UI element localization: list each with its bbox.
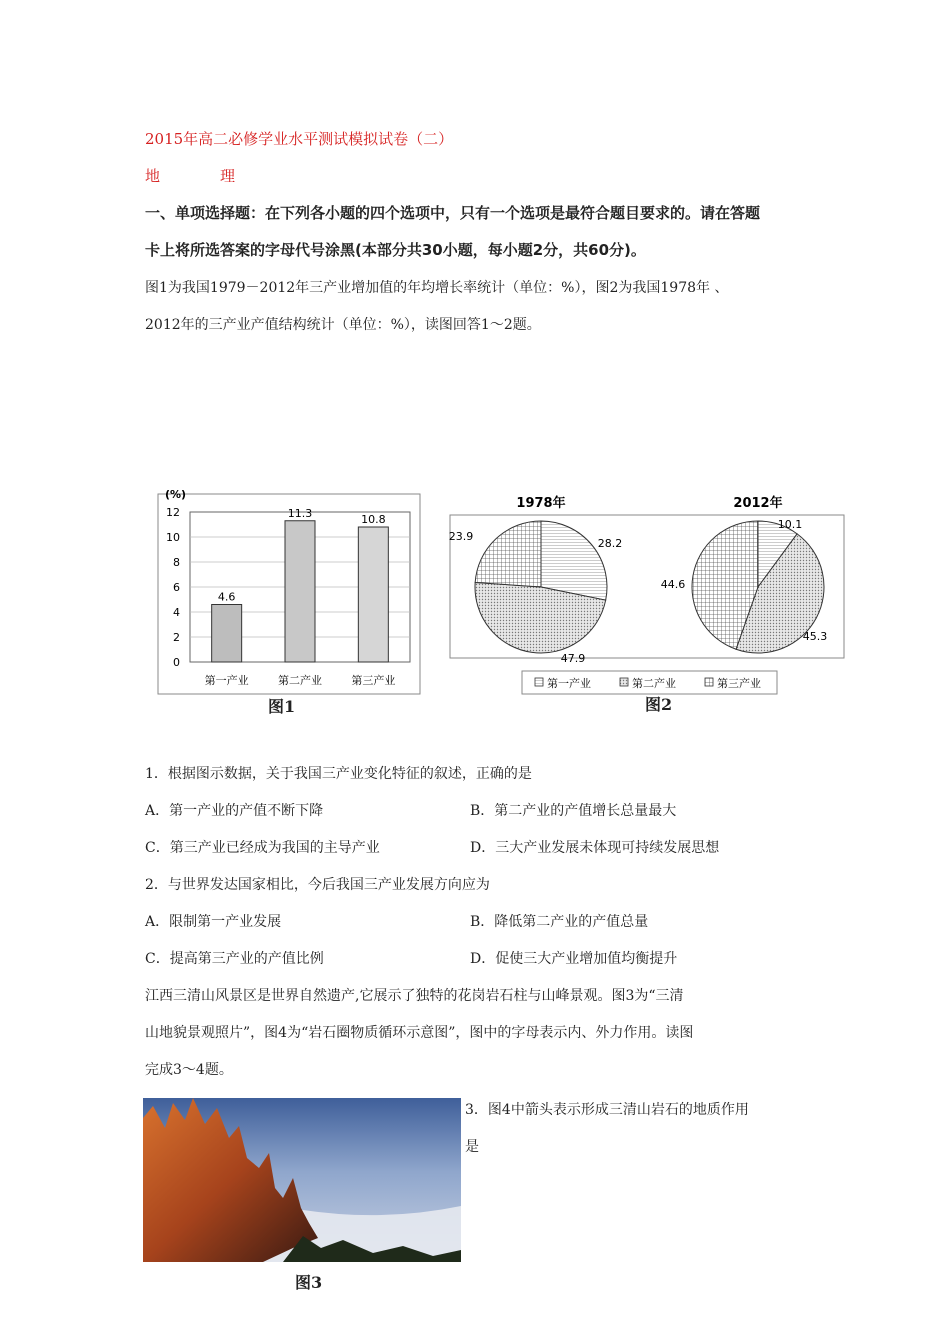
fig1-caption: 图1: [268, 697, 296, 716]
exam-title: 2015年高二必修学业水平测试模拟试卷（二）: [145, 130, 454, 148]
intro1-line1: 图1为我国1979－2012年三产业增加值的年均增长率统计（单位：%），图2为我国1978年 、: [145, 280, 729, 296]
fig2-slice-label: 28.2: [597, 537, 623, 550]
fig2-legend-swatch: [535, 678, 543, 686]
pie2012-title: 2012年: [733, 496, 783, 511]
q3-line1: 3．图4中箭头表示形成三清山岩石的地质作用: [465, 1102, 749, 1118]
section1-line2: 卡上将所选答案的字母代号涂黑(本部分共30小题，每小题2分，共60分)。: [145, 241, 646, 259]
fig1-bar: [358, 527, 388, 662]
q1-option-b: B．第二产业的产值增长总量最大: [470, 803, 677, 819]
fig3-mountain-photo: [143, 1098, 461, 1262]
fig1-category-label: 第三产业: [351, 674, 396, 687]
intro1-line2: 2012年的三产业产值结构统计（单位：%），读图回答1～2题。: [145, 317, 541, 333]
fig1-ytick-label: 12: [166, 506, 180, 519]
q2-option-b: B．降低第二产业的产值总量: [470, 914, 649, 930]
intro2-line1: 江西三清山风景区是世界自然遗产,它展示了独特的花岗岩石柱与山峰景观。图3为“三清: [145, 988, 684, 1004]
q2-option-d: D．促使三大产业增加值均衡提升: [470, 951, 678, 967]
fig1-ytick-label: 2: [173, 631, 180, 644]
fig2-slice-label: 10.1: [777, 518, 803, 531]
fig1-bar: [285, 521, 315, 662]
fig2-legend-label: 第三产业: [717, 677, 761, 690]
fig1-data-label: 4.6: [217, 590, 236, 604]
fig1-category-label: 第一产业: [204, 674, 249, 687]
fig2-slice-label: 47.9: [560, 652, 586, 665]
fig3-caption: 图3: [295, 1273, 323, 1292]
fig2-legend-swatch: [705, 678, 713, 686]
fig1-unit: (%): [165, 488, 187, 501]
fig2-pie-charts: [445, 490, 847, 700]
fig1-ytick-label: 0: [173, 656, 180, 669]
q1-option-a: A．第一产业的产值不断下降: [145, 803, 324, 819]
fig1-category-label: 第二产业: [278, 674, 322, 687]
q1-option-d: D．三大产业发展未体现可持续发展思想: [470, 840, 720, 856]
q2-stem: 2．与世界发达国家相比，今后我国三产业发展方向应为: [145, 877, 490, 893]
fig2-legend-swatch: [620, 678, 628, 686]
fig2-slice-label: 44.6: [660, 578, 686, 591]
fig1-ytick-label: 6: [173, 581, 180, 594]
fig1-ytick-label: 8: [173, 556, 180, 569]
fig1-data-label: 10.8: [361, 513, 386, 526]
fig1-bar: [212, 605, 242, 663]
subject-right: 理: [220, 167, 236, 185]
fig2-legend-label: 第二产业: [632, 677, 676, 690]
fig2-caption: 图2: [645, 695, 673, 714]
subject-left: 地: [145, 167, 161, 185]
q3-line2: 是: [465, 1139, 479, 1155]
q1-option-c: C．第三产业已经成为我国的主导产业: [145, 840, 380, 856]
intro2-line3: 完成3～4题。: [145, 1062, 233, 1078]
fig1-data-label: 11.3: [287, 506, 313, 520]
fig2-slice-label: 45.3: [802, 630, 828, 643]
section1-line1: 一、单项选择题：在下列各小题的四个选项中，只有一个选项是最符合题目要求的。请在答题: [145, 204, 761, 222]
fig2-slice-label: 23.9: [448, 530, 474, 543]
pie1978-title: 1978年: [516, 496, 566, 511]
fig1-ytick-label: 10: [166, 531, 180, 544]
intro2-line2: 山地貌景观照片”，图4为“岩石圈物质循环示意图”，图中的字母表示内、外力作用。读图: [145, 1025, 694, 1041]
q2-option-c: C．提高第三产业的产值比例: [145, 951, 324, 967]
q2-option-a: A．限制第一产业发展: [145, 914, 282, 930]
fig1-bar-chart: [155, 482, 425, 702]
fig2-legend-label: 第一产业: [547, 677, 591, 690]
fig1-ytick-label: 4: [173, 606, 180, 619]
q1-stem: 1．根据图示数据，关于我国三产业变化特征的叙述，正确的是: [145, 766, 532, 782]
